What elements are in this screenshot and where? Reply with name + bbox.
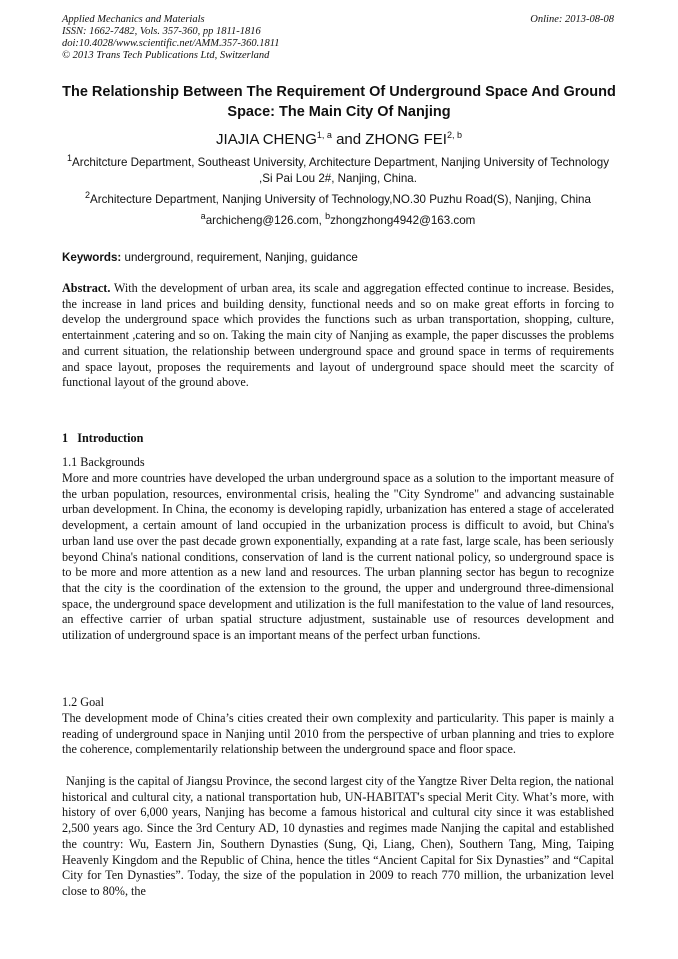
- author-1-sup: 1, a: [316, 130, 332, 140]
- affiliation-2: [62, 192, 614, 208]
- affiliation-1-sup: 1: [66, 153, 72, 164]
- affiliation-2-sup: 2: [85, 190, 91, 201]
- copyright-line: © 2013 Trans Tech Publications Ltd, Switzerland: [62, 50, 270, 61]
- author-line: [0, 130, 678, 150]
- email-b-sup: b: [325, 211, 331, 222]
- subsection-heading-goal: 1.2 Goal: [62, 695, 104, 709]
- email-a: archicheng@126.com,: [205, 214, 326, 227]
- keywords-text: underground, requirement, Nanjing, guidance: [121, 251, 358, 264]
- keywords: [62, 250, 614, 266]
- paper-title: The Relationship Between The Requirement Of Underground Space And Ground Space: The Main City Of Nanjing: [62, 84, 616, 120]
- abstract-text: With the development of urban area, its scale and aggregation effected continue to increase. Besides, the increase in land prices and building density, functional needs and so on make great efforts in forcing to develop the underground space which provides the functions such as urban transportation, shopping, culture, entertainment ,catering and so on. Taking the main city of Nanjing as example, the paper discusses the problems and current situation, the relationship between underground space and ground space in terms of requirements and space layout, proposes the requirements and layout of underground space should meet the scarcity of functional layout of the ground above.: [62, 281, 614, 390]
- paragraph-backgrounds: More and more countries have developed the urban underground space as a solution to the important measure of the urban population, resources, environmental crisis, healing the "City Syndrome" and advancing sustainable urban development. In China, the economy is developing rapidly, urbanization has entered a stage of accelerated development, a certain amount of land occupied in the urbanization process is difficult to avoid, but China's urban land use over the past decade grown exponentially, expanding at a rate fast, large scale, has been seriously beyond China's national conditions, conservation of land is the current national policy, so underground space is to be more and more attention as a new land and resources. The urban planning sector has begun to recognize that the city is the coordination of the extension to the ground, the upper and underground three-dimensional space, the underground space development and utilization is the full manifestation to the value of land resources, an effective carrier of urban spatial structure adjustment, sustainable use of resources development and utilization of underground space is an important means of the perfect urban functions.: [62, 471, 614, 643]
- doi-line: doi:10.4028/www.scientific.net/AMM.357-360.1811: [62, 38, 280, 49]
- subsection-heading-backgrounds: 1.1 Backgrounds: [62, 455, 145, 469]
- email-a-sup: a: [200, 211, 206, 222]
- affiliation-1: [62, 155, 614, 187]
- affiliation-2-text: Architecture Department, Nanjing University of Technology,NO.30 Puzhu Road(S), Nanjing, China: [90, 193, 591, 206]
- author-2-sup: 2, b: [446, 130, 462, 140]
- journal-header: [62, 14, 614, 62]
- author-1-name: JIAJIA CHENG: [216, 131, 317, 148]
- keywords-label: Keywords:: [62, 251, 122, 264]
- author-conjunction: and: [331, 131, 366, 148]
- paragraph-goal: The development mode of China’s cities created their own complexity and particularity. This paper is mainly a reading of underground space in Nanjing until 2010 from the perspective of urban planning and tries to explore the coherence, complementarily relationship between the underground space and floor space.: [62, 711, 614, 757]
- abstract: [62, 281, 614, 391]
- email-b: zhongzhong4942@163.com: [330, 214, 476, 227]
- paragraph-nanjing: Nanjing is the capital of Jiangsu Province, the second largest city of the Yangtze River Delta region, the national historical and cultural city, a national transportation hub, UN-HABITAT's special Merit City. What’s more, with history of over 6,000 years, Nanjing has become a famous historical and cultural city since it was established 2,500 years ago. Since the 3rd Century AD, 10 dynasties and regimes made Nanjing the capital and established the country: Wu, Eastern Jin, Southern Dynasties (Sung, Qi, Liang, Chen), Southern Tang, Ming, Taiping Heavenly Kingdom and the Republic of China, hence the titles “Ancient Capital for Six Dynasties” and “Capital City for Ten Dynasties”. Today, the size of the population in 2009 to reach 770 million, the urbanization level close to 80%, the: [62, 774, 614, 898]
- journal-name: Applied Mechanics and Materials: [62, 14, 205, 25]
- author-2-name: ZHONG FEI: [365, 131, 447, 148]
- section-heading-introduction: 1 Introduction: [62, 431, 144, 445]
- affiliation-1-text: Architcture Department, Southeast University, Architecture Department, Nanjing University of Technology ,Si Pai Lou 2#, Nanjing, China.: [72, 156, 609, 185]
- abstract-label: Abstract.: [62, 281, 111, 295]
- online-date: Online: 2013-08-08: [530, 14, 614, 25]
- author-emails: [62, 213, 614, 229]
- issn-line: ISSN: 1662-7482, Vols. 357-360, pp 1811-1816: [62, 26, 261, 37]
